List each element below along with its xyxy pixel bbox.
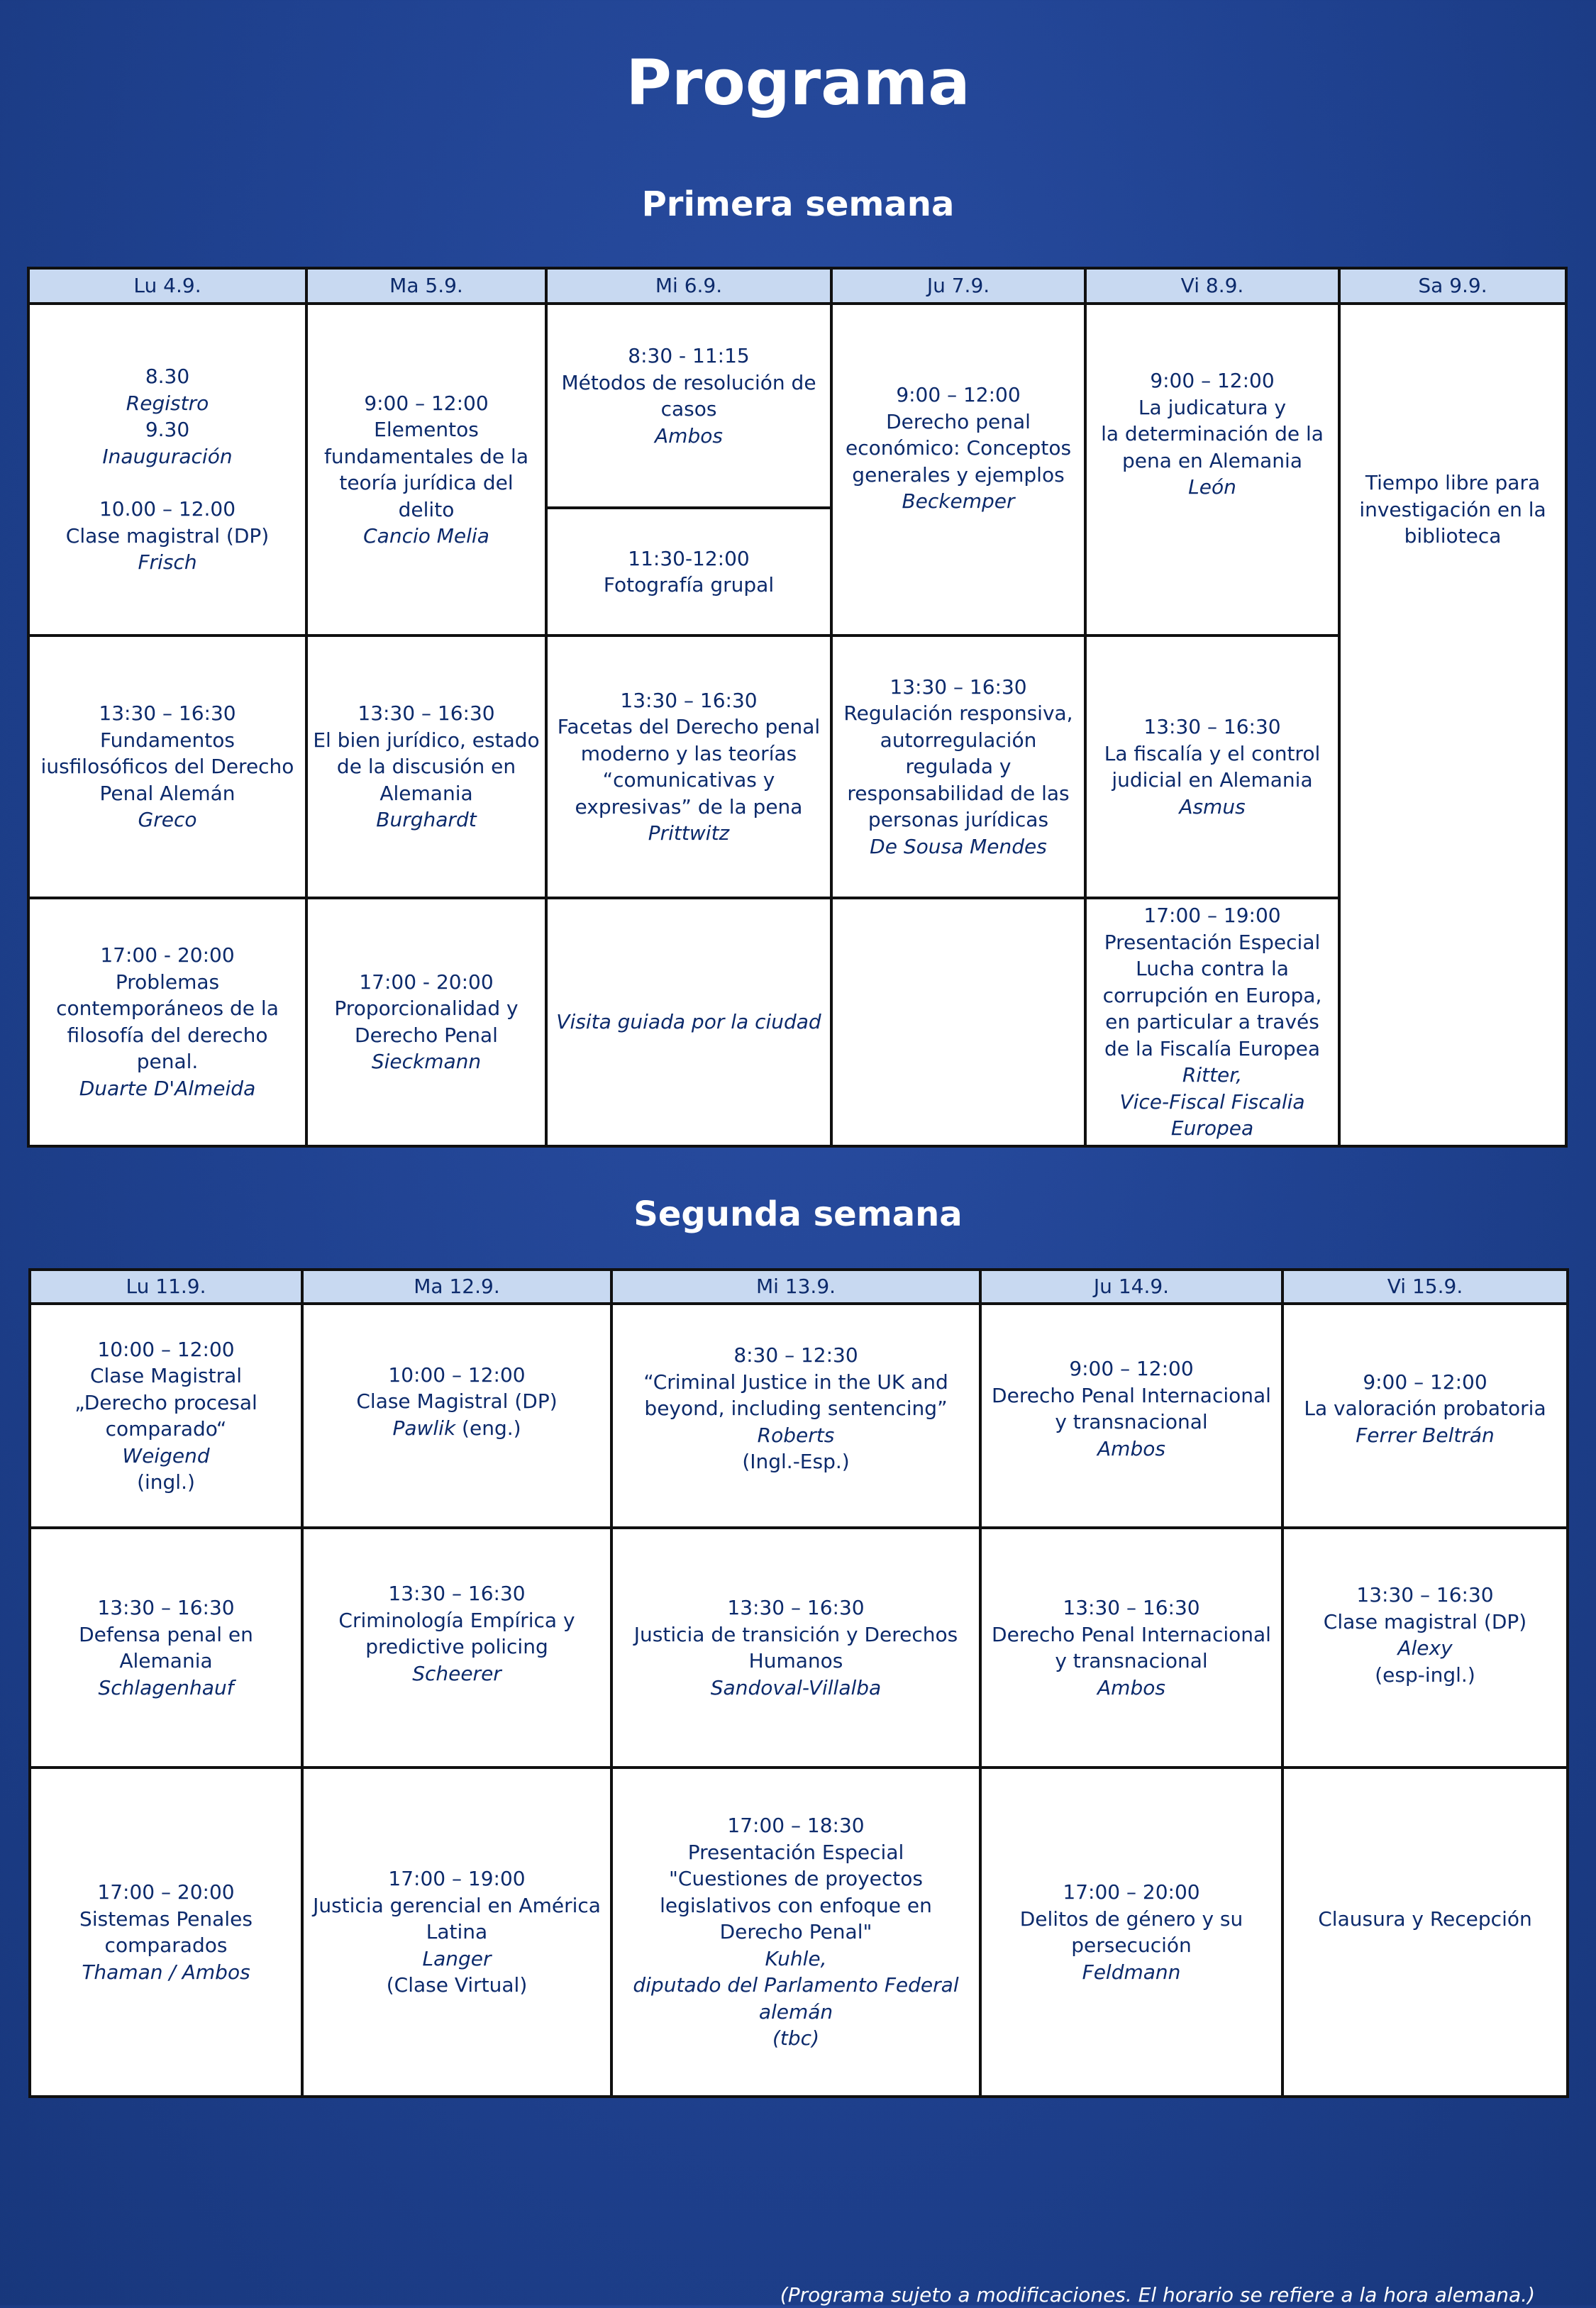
time-text: 17:00 – 18:30: [727, 1814, 865, 1838]
week1-mon-evening-cell: [28, 898, 306, 1146]
speaker-name: Pawlik: [392, 1416, 456, 1440]
speaker-name: Ambos: [1097, 1675, 1165, 1699]
time-text: 9:00 – 12:00: [896, 383, 1021, 407]
speaker-name: Weigend: [122, 1443, 210, 1468]
time-text: 13:30 – 16:30: [1063, 1596, 1200, 1619]
speaker-name: Ambos: [1097, 1436, 1165, 1460]
time-text: 9:00 – 12:00: [364, 391, 489, 415]
week2-mon-evening-cell: [30, 1768, 302, 2097]
time-text: 10:00 – 12:00: [388, 1363, 526, 1387]
footnote: (Programa sujeto a modificaciones. El horario se refiere a la hora alemana.): [780, 2283, 1535, 2307]
week2-mon-afternoon-cell: [30, 1528, 302, 1768]
week2-fri-afternoon-cell: [1282, 1528, 1568, 1768]
session-title: Delitos de género y su persecución: [1019, 1907, 1243, 1957]
week1-wed-evening-cell: [546, 898, 831, 1146]
week2-thu-morning-cell: [980, 1304, 1282, 1528]
language-note: (Clase Virtual): [386, 1973, 528, 1997]
time-text: 13:30 – 16:30: [890, 675, 1027, 699]
time-text: 10.00 – 12.00: [99, 497, 236, 521]
week2-day-header: Mi 13.9.: [611, 1270, 980, 1304]
speaker-role: diputado del Parlamento Federal alemán: [633, 1973, 959, 2024]
time-text: 17:00 – 19:00: [1143, 904, 1281, 927]
week1-fri-evening-cell: [1085, 898, 1339, 1146]
speaker-name: Prittwitz: [648, 821, 730, 845]
speaker-name: Cancio Melia: [363, 524, 489, 548]
speaker-name: Feldmann: [1082, 1960, 1181, 1984]
session-title: Derecho penal económico: Conceptos generales y ejemplos: [845, 409, 1072, 487]
session-title: "Cuestiones de proyectos legislativos con enfoque en Derecho Penal": [660, 1867, 932, 1944]
time-text: 13:30 – 16:30: [620, 688, 758, 712]
session-title: Derecho Penal Internacional y transnacional: [992, 1622, 1271, 1672]
week2-tue-morning-cell: [302, 1304, 611, 1528]
week1-tue-evening-cell: [306, 898, 546, 1146]
week1-tue-afternoon-cell: [306, 636, 546, 898]
week1-day-header: Vi 8.9.: [1085, 268, 1339, 304]
session-title: La valoración probatoria: [1304, 1397, 1546, 1421]
week1-day-header: Ma 5.9.: [306, 268, 546, 304]
week2-fri-morning-cell: [1282, 1304, 1568, 1528]
week2-day-header: Vi 15.9.: [1282, 1270, 1568, 1304]
time-text: 9:00 – 12:00: [1363, 1370, 1487, 1394]
speaker-name: Langer: [422, 1946, 492, 1970]
time-text: 13:30 – 16:30: [388, 1582, 526, 1605]
time-text: 9:00 – 12:00: [1150, 369, 1275, 393]
speaker-name: Thaman / Ambos: [82, 1960, 250, 1984]
week1-thu-evening-cell: [831, 898, 1085, 1146]
speaker-name: De Sousa Mendes: [870, 834, 1047, 858]
speaker-name: Alexy: [1397, 1636, 1453, 1660]
speaker-name: Burghardt: [376, 808, 477, 832]
time-text: 17:00 - 20:00: [359, 970, 494, 994]
speaker-note: (tbc): [772, 2026, 819, 2051]
week2-thu-afternoon-cell: [980, 1528, 1282, 1768]
time-text: 13:30 – 16:30: [99, 701, 236, 726]
speaker-name: Scheerer: [412, 1661, 501, 1685]
language-note: (ingl.): [137, 1470, 195, 1494]
week1-wed-morning-cell: [546, 304, 831, 508]
week2-heading: Segunda semana: [633, 1194, 963, 1234]
language-note: (Ingl.-Esp.): [742, 1450, 850, 1474]
time-text: 13:30 – 16:30: [358, 701, 495, 726]
speaker-role: Vice-Fiscal Fiscalia Europea: [1119, 1089, 1305, 1140]
week1-day-header: Ju 7.9.: [831, 268, 1085, 304]
week2-tue-evening-cell: [302, 1768, 611, 2097]
session-title: Tiempo libre para investigación en la biblioteca: [1359, 471, 1546, 548]
week1-mon-afternoon-cell: [28, 636, 306, 898]
session-title: Elementos fundamentales de la teoría jurídica del delito: [324, 418, 528, 521]
week1-day-header: Sa 9.9.: [1339, 268, 1566, 304]
speaker-name: Schlagenhauf: [98, 1675, 234, 1699]
speaker-name: Ferrer Beltrán: [1356, 1423, 1495, 1447]
speaker-name: Beckemper: [902, 489, 1015, 514]
week2-day-header: Ma 12.9.: [302, 1270, 611, 1304]
session-title: Clausura y Recepción: [1318, 1907, 1532, 1931]
event-text: Registro: [126, 391, 209, 415]
time-text: 13:30 – 16:30: [1143, 715, 1281, 738]
time-text: 13:30 – 16:30: [97, 1596, 235, 1619]
week2-fri-evening-cell: [1282, 1768, 1568, 2097]
time-text: 9:00 – 12:00: [1069, 1357, 1194, 1380]
session-title: Problemas contemporáneos de la filosofía del derecho penal.: [56, 970, 279, 1074]
week2-mon-morning-cell: [30, 1304, 302, 1528]
speaker-name: Sandoval-Villalba: [710, 1675, 882, 1699]
week1-tue-morning-cell: [306, 304, 546, 636]
time-text: 17:00 – 19:00: [388, 1867, 526, 1891]
week2-wed-evening-cell: [611, 1768, 980, 2097]
page-title: Programa: [626, 46, 970, 119]
week2-thu-evening-cell: [980, 1768, 1282, 2097]
week2-day-header: Lu 11.9.: [30, 1270, 302, 1304]
week1-fri-afternoon-cell: [1085, 636, 1339, 898]
session-title: La fiscalía y el control judicial en Alemania: [1104, 741, 1321, 792]
session-title: El bien jurídico, estado de la discusión en Alemania: [313, 728, 540, 805]
speaker-name: Duarte D'Almeida: [79, 1076, 256, 1100]
session-title: Fotografía grupal: [603, 573, 775, 597]
time-text: 8:30 – 12:30: [733, 1343, 858, 1367]
session-title: Presentación Especial: [687, 1840, 904, 1864]
time-text: 9.30: [145, 418, 190, 442]
time-text: 10:00 – 12:00: [97, 1337, 235, 1361]
session-title: Visita guiada por la ciudad: [556, 1010, 821, 1033]
week2-schedule-table: [28, 1268, 1569, 2098]
session-title: Métodos de resolución de casos: [561, 370, 816, 421]
session-title: Sistemas Penales comparados: [79, 1907, 253, 1957]
language-note: (eng.): [455, 1416, 521, 1440]
session-title: La judicatura y: [1138, 395, 1287, 419]
week1-fri-morning-cell: [1085, 304, 1339, 636]
week2-day-header: Ju 14.9.: [980, 1270, 1282, 1304]
week1-thu-afternoon-cell: [831, 636, 1085, 898]
time-text: 8:30 - 11:15: [628, 344, 750, 367]
week1-thu-morning-cell: [831, 304, 1085, 636]
time-text: 11:30-12:00: [628, 546, 750, 570]
time-text: 17:00 – 20:00: [1063, 1880, 1200, 1904]
session-title: Derecho Penal Internacional y transnacional: [992, 1383, 1271, 1433]
time-text: 13:30 – 16:30: [1356, 1583, 1494, 1607]
session-title: Clase Magistral: [89, 1364, 243, 1387]
session-title: Fundamentos iusfilosóficos del Derecho Penal Alemán: [40, 728, 294, 805]
week1-mon-morning-cell: [28, 304, 306, 636]
speaker-name: Sieckmann: [371, 1050, 482, 1074]
session-title: Regulación responsiva, autorregulación regulada y responsabilidad de las personas jurídicas: [843, 701, 1073, 832]
session-title: Justicia de transición y Derechos Humanos: [633, 1622, 958, 1672]
session-title: Clase magistral (DP): [65, 523, 270, 548]
week2-tue-afternoon-cell: [302, 1528, 611, 1768]
event-text: Inauguración: [102, 444, 233, 468]
session-title: Presentación Especial Lucha contra la corrupción en Europa, en particular a través de la Fiscalía Europea: [1102, 930, 1322, 1060]
week1-day-header: Lu 4.9.: [28, 268, 306, 304]
time-text: 17:00 - 20:00: [100, 943, 235, 967]
week2-wed-morning-cell: [611, 1304, 980, 1528]
speaker-name: Ambos: [655, 423, 723, 448]
week1-day-header: Mi 6.9.: [546, 268, 831, 304]
session-title: Clase Magistral (DP): [356, 1389, 558, 1414]
week1-wed-afternoon-cell: [546, 636, 831, 898]
session-title: Criminología Empírica y predictive policing: [338, 1608, 575, 1658]
session-title: “Criminal Justice in the UK and beyond, including sentencing”: [643, 1370, 948, 1421]
session-title: „Derecho procesal comparado“: [74, 1390, 257, 1441]
week1-schedule-table: [27, 267, 1568, 1148]
session-title: la determinación de la pena en Alemania: [1101, 422, 1324, 472]
session-title: Clase magistral (DP): [1323, 1609, 1527, 1633]
speaker-name: Roberts: [757, 1423, 835, 1447]
speaker-name: Greco: [138, 808, 197, 832]
week2-wed-afternoon-cell: [611, 1528, 980, 1768]
language-note: (esp-ingl.): [1375, 1663, 1475, 1687]
session-title: Defensa penal en Alemania: [79, 1622, 253, 1672]
time-text: 17:00 – 20:00: [97, 1880, 235, 1904]
time-text: 8.30: [145, 365, 190, 389]
speaker-name: León: [1188, 475, 1236, 499]
speaker-name: Ritter,: [1182, 1063, 1243, 1087]
session-title: Proporcionalidad y Derecho Penal: [334, 997, 519, 1047]
week1-heading: Primera semana: [641, 184, 955, 224]
session-title: Justicia gerencial en América Latina: [313, 1893, 601, 1944]
speaker-name: Asmus: [1179, 794, 1246, 819]
week1-sat-cell: [1339, 304, 1566, 1146]
session-title: Facetas del Derecho penal moderno y las teorías “comunicativas y expresivas” de la pena: [557, 715, 821, 819]
week1-wed-photo-cell: [546, 508, 831, 636]
time-text: 13:30 – 16:30: [727, 1596, 865, 1619]
speaker-name: Kuhle,: [765, 1946, 827, 1970]
speaker-name: Frisch: [138, 550, 197, 575]
